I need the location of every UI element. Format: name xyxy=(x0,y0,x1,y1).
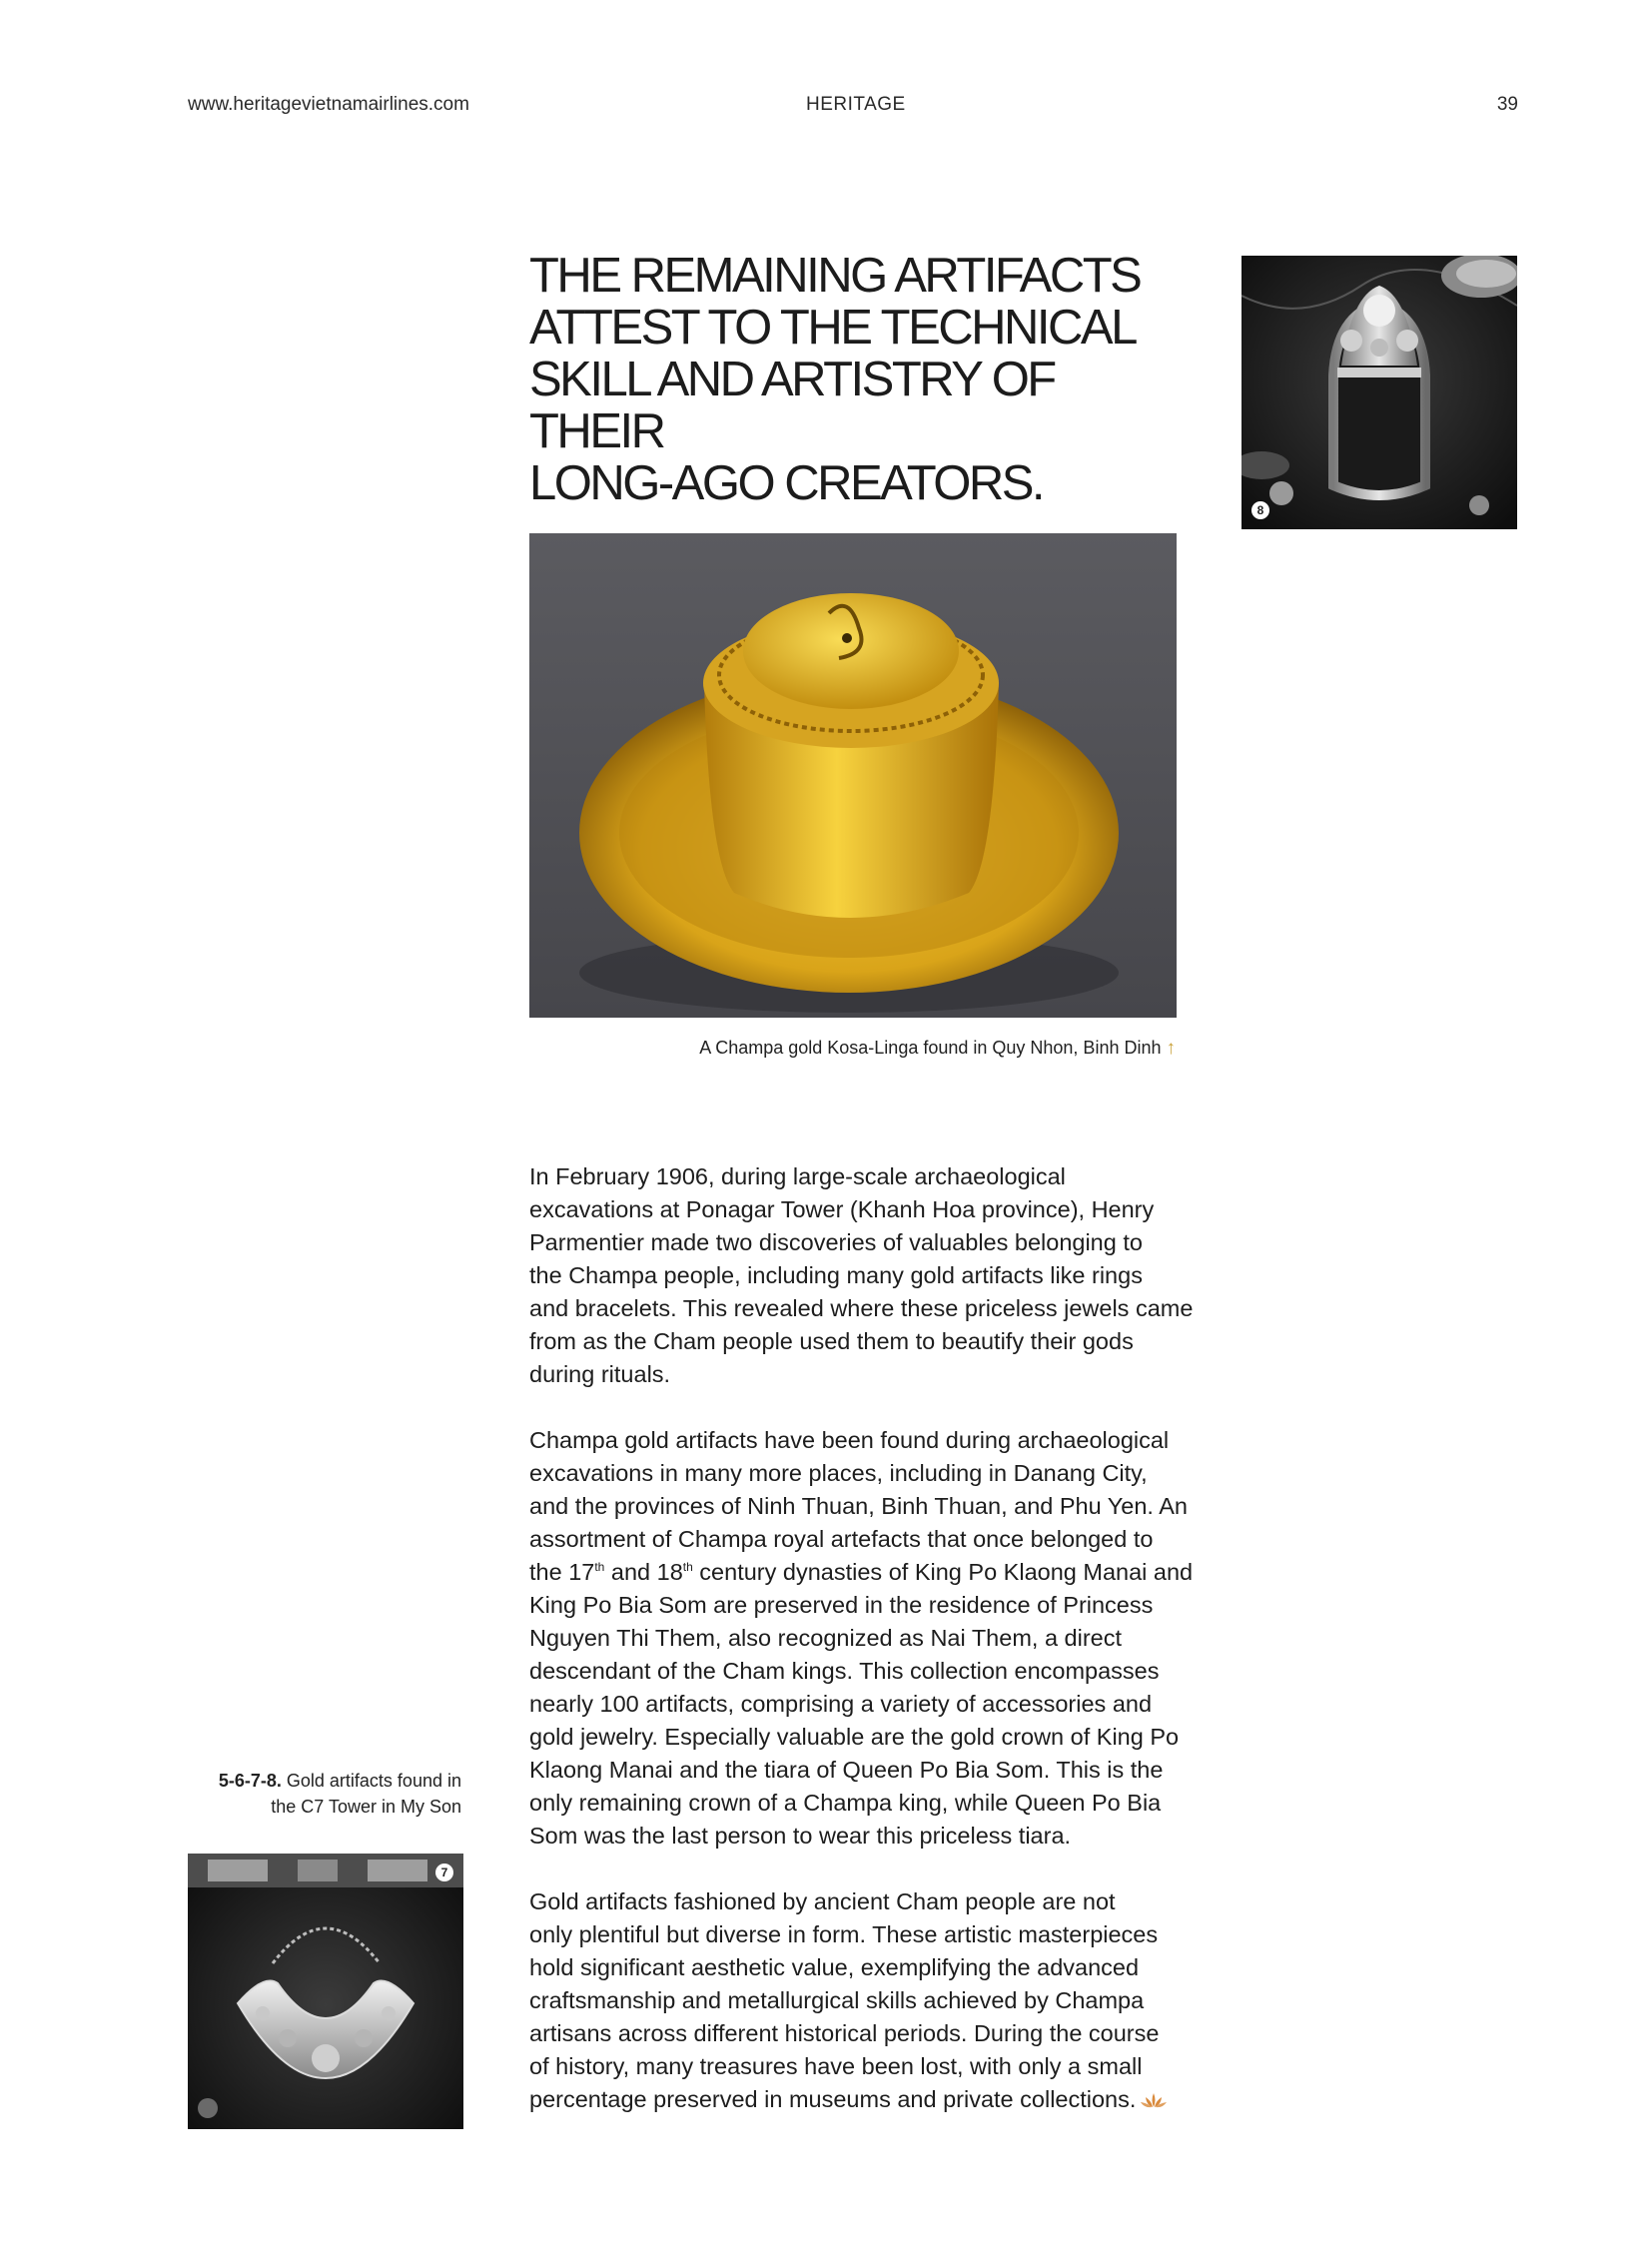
text-line: percentage preserved in museums and private collections. xyxy=(529,2083,1189,2118)
kosa-linga-image xyxy=(529,533,1177,1018)
text-line: artisans across different historical periods. During the course xyxy=(529,2020,1160,2046)
caption-text: A Champa gold Kosa-Linga found in Quy Nhon, Binh Dinh xyxy=(699,1038,1162,1058)
ordinal-suffix: th xyxy=(682,1560,693,1575)
photo-number-badge: 8 xyxy=(1251,501,1269,519)
gold-crown-photo xyxy=(1241,256,1517,529)
text-line: gold jewelry. Especially valuable are the gold crown of King Po xyxy=(529,1724,1180,1750)
arrow-up-icon: ↑ xyxy=(1166,1038,1176,1059)
text-line: Som was the last person to wear this priceless tiara. xyxy=(529,1823,1072,1849)
text-line: In February 1906, during large-scale archaeological xyxy=(529,1163,1066,1189)
gold-artifacts-caption xyxy=(219,1768,461,1820)
section-title: HERITAGE xyxy=(806,94,906,115)
text-line: the Champa people, including many gold artifacts like rings xyxy=(529,1262,1143,1288)
pull-quote-line: THE REMAINING ARTIFACTS xyxy=(529,249,1141,303)
text-line: hold significant aesthetic value, exemplifying the advanced xyxy=(529,1954,1140,1980)
text-line: nearly 100 artifacts, comprising a variety of accessories and xyxy=(529,1691,1153,1717)
pull-quote-line: ATTEST TO THE TECHNICAL xyxy=(529,301,1136,355)
text-line: King Po Bia Som are preserved in the residence of Princess xyxy=(529,1592,1154,1618)
pull-quote-line: SKILL AND ARTISTRY OF THEIR xyxy=(529,353,1055,458)
caption-line: Gold artifacts found in xyxy=(286,1771,461,1791)
article-paragraph xyxy=(529,1160,1194,1391)
text-line: Champa gold artifacts have been found during archaeological xyxy=(529,1427,1170,1453)
article-paragraph xyxy=(529,1885,1189,2118)
site-url[interactable]: www.heritagevietnamairlines.com xyxy=(188,94,469,115)
kosa-linga-caption xyxy=(699,1038,1176,1060)
text-line: and bracelets. This revealed where these priceless jewels came xyxy=(529,1295,1194,1321)
text-line: Parmentier made two discoveries of valuables belonging to xyxy=(529,1229,1143,1255)
text-line: excavations at Ponagar Tower (Khanh Hoa province), Henry xyxy=(529,1196,1155,1222)
pull-quote-line: LONG-AGO CREATORS. xyxy=(529,456,1044,510)
text-line: descendant of the Cham kings. This collection encompasses xyxy=(529,1658,1160,1684)
text-line: Nguyen Thi Them, also recognized as Nai Them, a direct xyxy=(529,1625,1123,1651)
text-line: of history, many treasures have been lost, with only a small xyxy=(529,2053,1143,2079)
lotus-icon xyxy=(1140,2085,1168,2118)
text-line: the 17th and 18th century dynasties of King Po Klaong Manai and xyxy=(529,1559,1194,1585)
article-body xyxy=(529,1160,1194,2151)
ordinal-suffix: th xyxy=(594,1560,605,1575)
pull-quote xyxy=(529,250,1189,509)
article-paragraph xyxy=(529,1424,1194,1853)
text-line: craftsmanship and metallurgical skills achieved by Champa xyxy=(529,1987,1145,2013)
text-line: only plentiful but diverse in form. These artistic masterpieces xyxy=(529,1921,1159,1947)
text-line: excavations in many more places, including in Danang City, xyxy=(529,1460,1148,1486)
kosa-linga-photo xyxy=(529,533,1177,1018)
text-line: only remaining crown of a Champa king, while Queen Po Bia xyxy=(529,1790,1162,1816)
page-number: 39 xyxy=(1496,94,1518,115)
text-line: during rituals. xyxy=(529,1361,671,1387)
photo-number-badge: 7 xyxy=(435,1864,453,1881)
gold-necklace-photo xyxy=(188,1854,463,2129)
text-line: Klaong Manai and the tiara of Queen Po Bia Som. This is the xyxy=(529,1757,1164,1783)
text-line: assortment of Champa royal artefacts that once belonged to xyxy=(529,1526,1154,1552)
caption-figure-numbers: 5-6-7-8. xyxy=(218,1771,282,1791)
gold-necklace-image xyxy=(188,1854,463,2129)
caption-line: the C7 Tower in My Son xyxy=(271,1797,461,1817)
text-line: from as the Cham people used them to beautify their gods xyxy=(529,1328,1134,1354)
text-line: Gold artifacts fashioned by ancient Cham people are not xyxy=(529,1888,1116,1914)
gold-crown-image xyxy=(1241,256,1517,529)
text-line: and the provinces of Ninh Thuan, Binh Thuan, and Phu Yen. An xyxy=(529,1493,1188,1519)
